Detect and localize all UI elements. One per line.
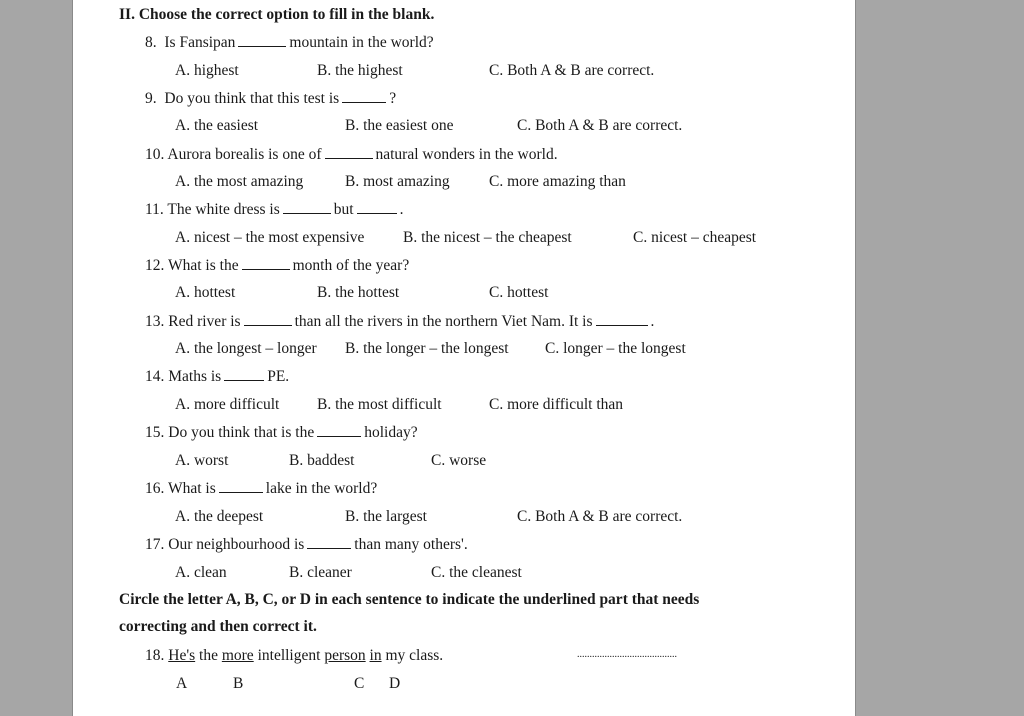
blank[interactable] xyxy=(325,146,373,159)
option-10a: A. the most amazing xyxy=(175,173,304,190)
option-13c: C. longer – the longest xyxy=(545,340,686,357)
option-17b: B. cleaner xyxy=(289,564,352,581)
section-title: II. Choose the correct option to fill in the blank. xyxy=(119,6,435,23)
option-12b: B. the hottest xyxy=(317,284,400,301)
label-a: A xyxy=(176,675,188,692)
option-17c: C. the cleanest xyxy=(431,564,522,581)
question-18: 18. He's the more intelligent person in my class. xyxy=(145,647,444,664)
question-9: 9. Do you think that this test is ? xyxy=(145,90,397,107)
question-14: 14. Maths is PE. xyxy=(145,368,290,385)
option-9c: C. Both A & B are correct. xyxy=(517,117,683,134)
blank[interactable] xyxy=(307,536,351,549)
option-14b: B. the most difficult xyxy=(317,396,442,413)
option-10b: B. most amazing xyxy=(345,173,450,190)
question-15: 15. Do you think that is the holiday? xyxy=(145,424,418,441)
document-page xyxy=(72,0,856,716)
option-14a: A. more difficult xyxy=(175,396,280,413)
blank[interactable] xyxy=(342,90,386,103)
underlined-part-a[interactable]: He's xyxy=(168,647,196,664)
option-15a: A. worst xyxy=(175,452,229,469)
blank[interactable] xyxy=(317,424,361,437)
blank[interactable] xyxy=(242,257,290,270)
blank[interactable] xyxy=(244,313,292,326)
question-8: 8. Is Fansipan mountain in the world? xyxy=(145,34,434,51)
blank[interactable] xyxy=(238,34,286,47)
option-11b: B. the nicest – the cheapest xyxy=(403,229,572,246)
blank[interactable] xyxy=(219,480,263,493)
option-12a: A. hottest xyxy=(175,284,236,301)
option-11a: A. nicest – the most expensive xyxy=(175,229,365,246)
underlined-part-b[interactable]: more xyxy=(221,647,254,664)
instruction-line-1: Circle the letter A, B, C, or D in each sentence to indicate the underlined part that needs xyxy=(119,591,700,608)
question-13: 13. Red river is than all the rivers in the northern Viet Nam. It is . xyxy=(145,313,655,330)
underlined-part-d[interactable]: in xyxy=(369,647,382,664)
label-c: C xyxy=(354,675,365,692)
underlined-part-c[interactable]: person xyxy=(324,647,366,664)
question-10: 10. Aurora borealis is one of natural wonders in the world. xyxy=(145,146,558,163)
option-13b: B. the longer – the longest xyxy=(345,340,509,357)
label-d: D xyxy=(389,675,401,692)
option-8b: B. the highest xyxy=(317,62,403,79)
option-15c: C. worse xyxy=(431,452,487,469)
option-8c: C. Both A & B are correct. xyxy=(489,62,655,79)
option-14c: C. more difficult than xyxy=(489,396,624,413)
option-15b: B. baddest xyxy=(289,452,355,469)
option-16a: A. the deepest xyxy=(175,508,264,525)
blank[interactable] xyxy=(357,201,397,214)
answer-line[interactable]: ........................................ xyxy=(577,649,677,660)
option-9b: B. the easiest one xyxy=(345,117,454,134)
label-b: B xyxy=(233,675,244,692)
option-11c: C. nicest – cheapest xyxy=(633,229,757,246)
option-16c: C. Both A & B are correct. xyxy=(517,508,683,525)
question-12: 12. What is the month of the year? xyxy=(145,257,410,274)
blank[interactable] xyxy=(283,201,331,214)
option-17a: A. clean xyxy=(175,564,227,581)
blank[interactable] xyxy=(596,313,648,326)
option-10c: C. more amazing than xyxy=(489,173,626,190)
question-16: 16. What is lake in the world? xyxy=(145,480,378,497)
option-13a: A. the longest – longer xyxy=(175,340,317,357)
option-8a: A. highest xyxy=(175,62,239,79)
blank[interactable] xyxy=(224,368,264,381)
option-12c: C. hottest xyxy=(489,284,549,301)
option-9a: A. the easiest xyxy=(175,117,259,134)
question-11: 11. The white dress is but . xyxy=(145,201,404,218)
option-16b: B. the largest xyxy=(345,508,427,525)
question-17: 17. Our neighbourhood is than many others'. xyxy=(145,536,468,553)
instruction-line-2: correcting and then correct it. xyxy=(119,618,317,635)
